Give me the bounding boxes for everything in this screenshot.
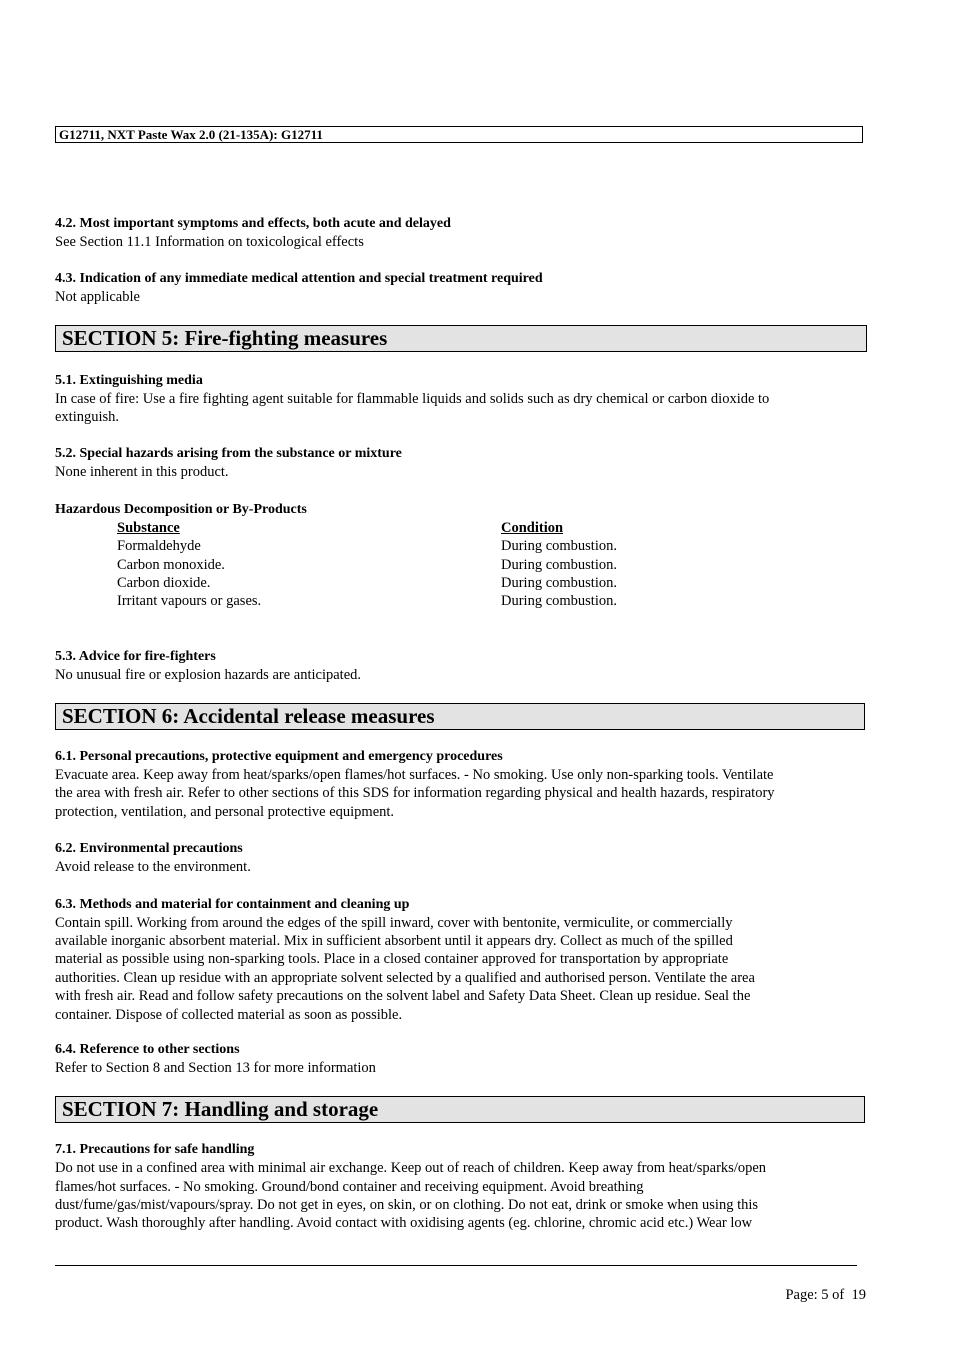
heading-4-3: 4.3. Indication of any immediate medical attention and special treatment required [55,271,543,286]
table-cell-condition: During combustion. [501,593,617,609]
text-6-3-line4: authorities. Clean up residue with an appropriate solvent selected by a qualified and authorised person. Ventilate the area [55,970,755,986]
section-7-title: SECTION 7: Handling and storage [55,1096,865,1123]
table-cell-condition: During combustion. [501,557,617,573]
heading-5-1: 5.1. Extinguishing media [55,373,203,388]
text-5-1-line1: In case of fire: Use a fire fighting agent suitable for flammable liquids and solids such as dry chemical or carbon dioxide to [55,391,770,407]
text-4-3: Not applicable [55,289,140,305]
heading-5-3: 5.3. Advice for fire-fighters [55,649,216,664]
column-header-substance: Substance [117,520,180,536]
heading-5-2: 5.2. Special hazards arising from the substance or mixture [55,446,402,461]
section-5-title: SECTION 5: Fire-fighting measures [55,325,867,352]
text-5-2: None inherent in this product. [55,464,229,480]
text-6-1-line3: protection, ventilation, and personal protective equipment. [55,804,395,820]
heading-6-1: 6.1. Personal precautions, protective equipment and emergency procedures [55,749,503,764]
table-cell-substance: Carbon dioxide. [117,575,211,591]
text-6-1-line1: Evacuate area. Keep away from heat/sparks/open flames/hot surfaces. - No smoking. Use only non-sparking tools. Ventilate [55,767,774,783]
text-5-1-line2: extinguish. [55,409,120,425]
text-7-1-line2: flames/hot surfaces. - No smoking. Ground/bond container and receiving equipment. Avoid breathing [55,1179,644,1195]
column-header-condition: Condition [501,520,564,536]
table-cell-substance: Irritant vapours or gases. [117,593,262,609]
table-cell-substance: Carbon monoxide. [117,557,225,573]
table-cell-condition: During combustion. [501,575,617,591]
text-7-1-line1: Do not use in a confined area with minimal air exchange. Keep out of reach of children. Keep away from heat/sparks/open [55,1160,767,1176]
footer-rule [55,1265,857,1266]
text-6-3-line1: Contain spill. Working from around the edges of the spill inward, cover with bentonite, vermiculite, or commercially [55,915,733,931]
text-6-3-line5: with fresh air. Read and follow safety precautions on the solvent label and Safety Data Sheet. Clean up residue. Seal the [55,988,751,1004]
text-6-3-line2: available inorganic absorbent material. Mix in sufficient absorbent until it appears dry. Collect as much of the spilled [55,933,733,949]
heading-6-2: 6.2. Environmental precautions [55,841,243,856]
heading-6-4: 6.4. Reference to other sections [55,1042,240,1057]
text-6-2: Avoid release to the environment. [55,859,251,875]
text-4-2: See Section 11.1 Information on toxicological effects [55,234,364,250]
text-7-1-line4: product. Wash thoroughly after handling. Avoid contact with oxidising agents (eg. chlorine, chromic acid etc.) Wear low [55,1215,753,1231]
table-cell-condition: During combustion. [501,538,617,554]
document-header: G12711, NXT Paste Wax 2.0 (21-135A): G12711 [55,126,863,143]
text-6-3-line6: container. Dispose of collected material as soon as possible. [55,1007,403,1023]
heading-6-3: 6.3. Methods and material for containment and cleaning up [55,897,410,912]
text-6-3-line3: material as possible using non-sparking tools. Place in a closed container approved for transportation by appropriate [55,951,729,967]
text-6-4: Refer to Section 8 and Section 13 for more information [55,1060,376,1076]
text-5-3: No unusual fire or explosion hazards are anticipated. [55,667,362,683]
page-number-text: Page: 5 of 19 [785,1287,866,1303]
page-number [785,1286,866,1304]
text-6-1-line2: the area with fresh air. Refer to other sections of this SDS for information regarding physical and health hazards, respiratory [55,785,775,801]
heading-7-1: 7.1. Precautions for safe handling [55,1142,255,1157]
heading-4-2: 4.2. Most important symptoms and effects, both acute and delayed [55,216,451,231]
table-cell-substance: Formaldehyde [117,538,201,554]
hazardous-decomposition-title: Hazardous Decomposition or By-Products [55,502,307,517]
section-6-title: SECTION 6: Accidental release measures [55,703,865,730]
text-7-1-line3: dust/fume/gas/mist/vapours/spray. Do not get in eyes, on skin, or on clothing. Do not eat, drink or smoke when using this [55,1197,759,1213]
